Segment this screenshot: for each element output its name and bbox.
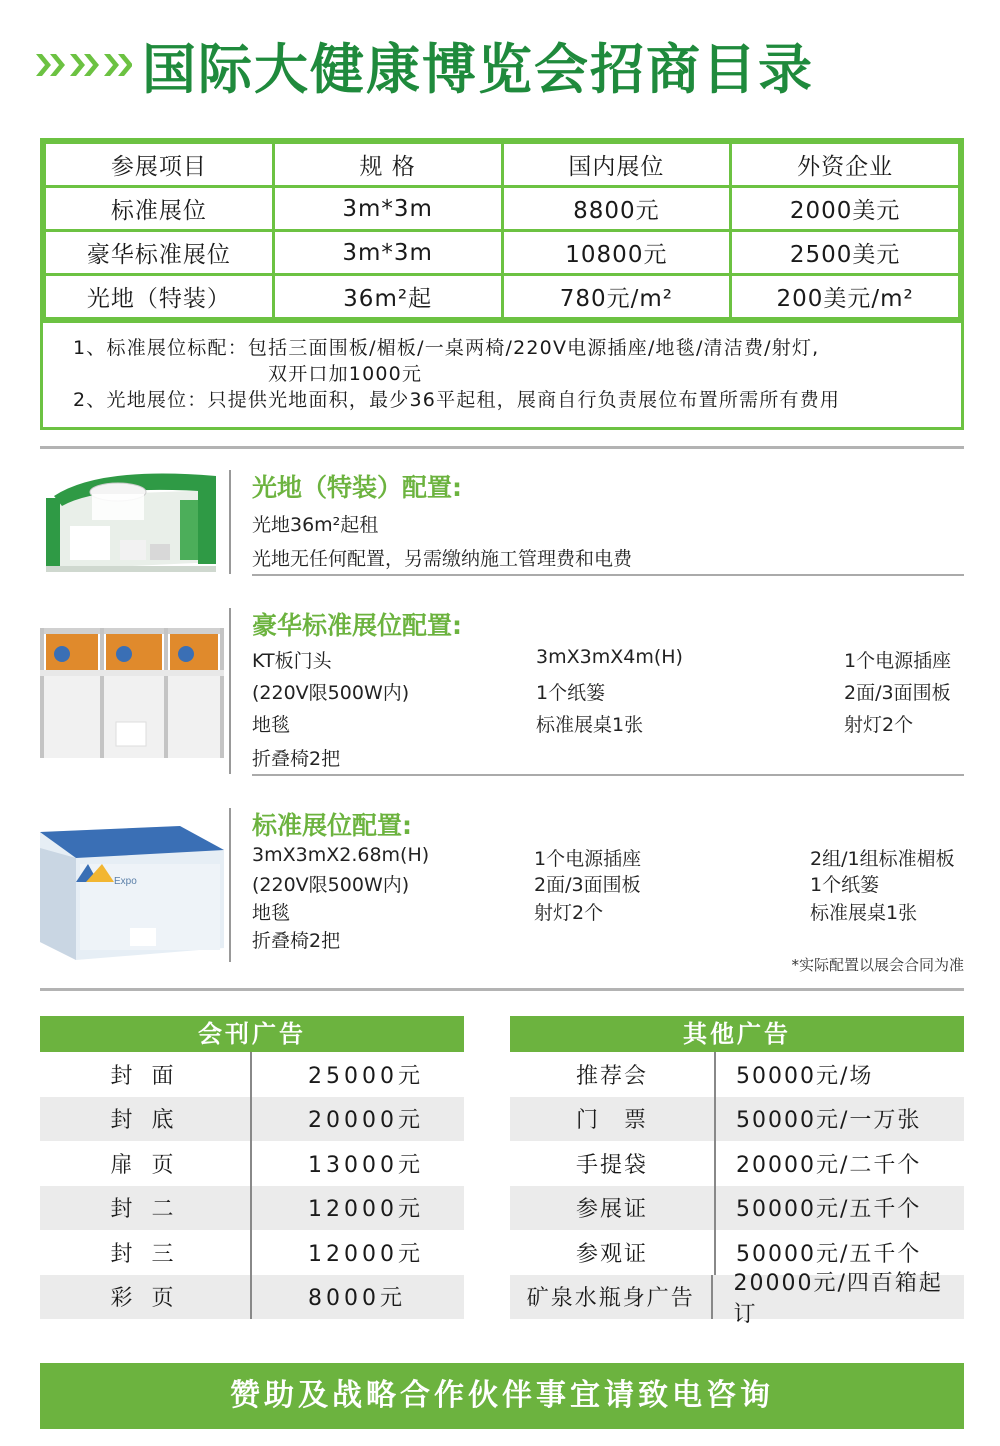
config-item: (220V限500W内): [252, 682, 410, 704]
table-row: [45, 275, 960, 319]
config-text: 光地36m²起租: [252, 514, 379, 536]
page-header: [36, 30, 814, 100]
ad-price: 50000元/一万张: [736, 1108, 922, 1134]
config-item: 1个电源插座: [534, 848, 642, 870]
chevron-right-icon: [36, 48, 132, 82]
config-item: 1个纸篓: [810, 874, 880, 896]
table-row: [45, 187, 960, 231]
table-cell: 2000美元: [731, 187, 960, 231]
section-underline: [252, 574, 964, 576]
ad-item: 彩 页: [40, 1275, 252, 1320]
table-cell: 2500美元: [731, 231, 960, 275]
config-title: 标准展位配置:: [252, 811, 412, 840]
ad-item: 矿泉水瓶身广告: [510, 1275, 713, 1320]
table-cell: 200美元/m²: [731, 275, 960, 319]
table-row: [45, 231, 960, 275]
ad-price: 20000元: [308, 1108, 424, 1134]
booth-pricing-table: [40, 138, 964, 430]
table-row: [40, 1275, 464, 1320]
ad-item: 推荐会: [510, 1052, 716, 1097]
config-item: 折叠椅2把: [252, 930, 341, 952]
divider: [40, 988, 964, 991]
table-row: [510, 1097, 964, 1142]
divider: [40, 446, 964, 449]
config-standard-booth: [40, 804, 964, 974]
table-header-cell: 国内展位: [502, 143, 731, 187]
deluxe-booth-image: [40, 618, 224, 768]
config-raw-space: [40, 466, 964, 578]
ad-item: 扉 页: [40, 1141, 252, 1186]
config-item: 射灯2个: [534, 902, 604, 924]
table-cell: 标准展位: [45, 187, 274, 231]
table-cell: 3m*3m: [273, 231, 502, 275]
table-row: [40, 1097, 464, 1142]
config-item: 3mX3mX2.68m(H): [252, 844, 430, 866]
note-line: 2、光地展位：只提供光地面积，最少36平起租，展商自行负责展位布置所需所有费用: [73, 389, 841, 411]
note-line: 1、标准展位标配：包括三面围板/楣板/一桌两椅/220V电源插座/地毯/清洁费/射灯,: [73, 337, 820, 359]
ad-price: 20000元/二千个: [736, 1152, 922, 1178]
section-underline: [252, 774, 964, 776]
section-vertical-line: [229, 608, 231, 774]
config-item: 折叠椅2把: [252, 748, 341, 770]
config-title: 豪华标准展位配置:: [252, 611, 462, 640]
config-item: (220V限500W内): [252, 874, 410, 896]
table-header-cell: 外资企业: [731, 143, 960, 187]
table-row: [40, 1230, 464, 1275]
ad-item: 手提袋: [510, 1141, 716, 1186]
section-vertical-line: [229, 470, 231, 574]
ad-price: 13000元: [308, 1152, 424, 1178]
table-header-row: [45, 143, 960, 187]
config-item: 标准展桌1张: [810, 902, 918, 924]
chevron-group: [36, 48, 132, 82]
table-cell: 780元/m²: [502, 275, 731, 319]
table-header-cell: 参展项目: [45, 143, 274, 187]
table-row: [40, 1186, 464, 1231]
ad-table-title: 其他广告: [510, 1016, 964, 1052]
config-item: KT板门头: [252, 650, 332, 672]
ad-item: 封 面: [40, 1052, 252, 1097]
page-title: 国际大健康博览会招商目录: [142, 37, 814, 101]
config-item: 地毯: [252, 714, 291, 736]
table-cell: 3m*3m: [273, 187, 502, 231]
ad-price: 25000元: [308, 1063, 424, 1089]
table-row: [40, 1052, 464, 1097]
ad-item: 参展证: [510, 1186, 716, 1231]
config-text: 光地无任何配置，另需缴纳施工管理费和电费: [252, 548, 633, 570]
table-row: [510, 1270, 964, 1327]
ad-item: 封 三: [40, 1230, 252, 1275]
table-row: [510, 1052, 964, 1097]
table-row: [510, 1141, 964, 1186]
ad-price: 8000元: [308, 1286, 406, 1312]
other-ad-table: [510, 1016, 964, 1327]
config-item: 2面/3面围板: [844, 682, 951, 704]
config-item: 地毯: [252, 902, 291, 924]
table-cell: 豪华标准展位: [45, 231, 274, 275]
booth-banner-text: Expo: [114, 876, 137, 887]
ad-table-title: 会刊广告: [40, 1016, 464, 1052]
raw-space-booth-image: [40, 466, 220, 578]
table-cell: 8800元: [502, 187, 731, 231]
ad-item: 门 票: [510, 1097, 716, 1142]
table-cell: 10800元: [502, 231, 731, 275]
config-item: 1个电源插座: [844, 650, 952, 672]
table-row: [40, 1141, 464, 1186]
table-cell: 36m²起: [273, 275, 502, 319]
ad-price: 50000元/场: [736, 1063, 874, 1089]
table-row: [510, 1186, 964, 1231]
footer-banner: 赞助及战略合作伙伴事宜请致电咨询: [40, 1363, 964, 1429]
ad-item: 封 二: [40, 1186, 252, 1231]
ad-price: 50000元/五千个: [736, 1197, 922, 1223]
config-item: 3mX3mX4m(H): [536, 646, 683, 668]
ad-price: 12000元: [308, 1197, 424, 1223]
config-title: 光地（特装）配置:: [252, 473, 462, 502]
config-item: 射灯2个: [844, 714, 914, 736]
note-line: 双开口加1000元: [268, 363, 423, 385]
ad-price: 50000元/五千个: [736, 1241, 922, 1267]
table-cell: 光地（特装）: [45, 275, 274, 319]
ad-item: 封 底: [40, 1097, 252, 1142]
ad-price: 20000元/四百箱起订: [733, 1270, 943, 1327]
ad-price: 12000元: [308, 1241, 424, 1267]
standard-booth-image: [40, 824, 226, 962]
footnote: *实际配置以展会合同为准: [791, 956, 964, 974]
booth-notes: [43, 320, 961, 427]
config-item: 1个纸篓: [536, 682, 606, 704]
config-item: 标准展桌1张: [536, 714, 644, 736]
ad-item: 参观证: [510, 1230, 716, 1275]
config-item: 2组/1组标准楣板: [810, 848, 955, 870]
section-vertical-line: [229, 808, 231, 962]
config-item: 2面/3面围板: [534, 874, 641, 896]
journal-ad-table: [40, 1016, 464, 1319]
config-deluxe-booth: [40, 604, 964, 776]
table-header-cell: 规 格: [273, 143, 502, 187]
